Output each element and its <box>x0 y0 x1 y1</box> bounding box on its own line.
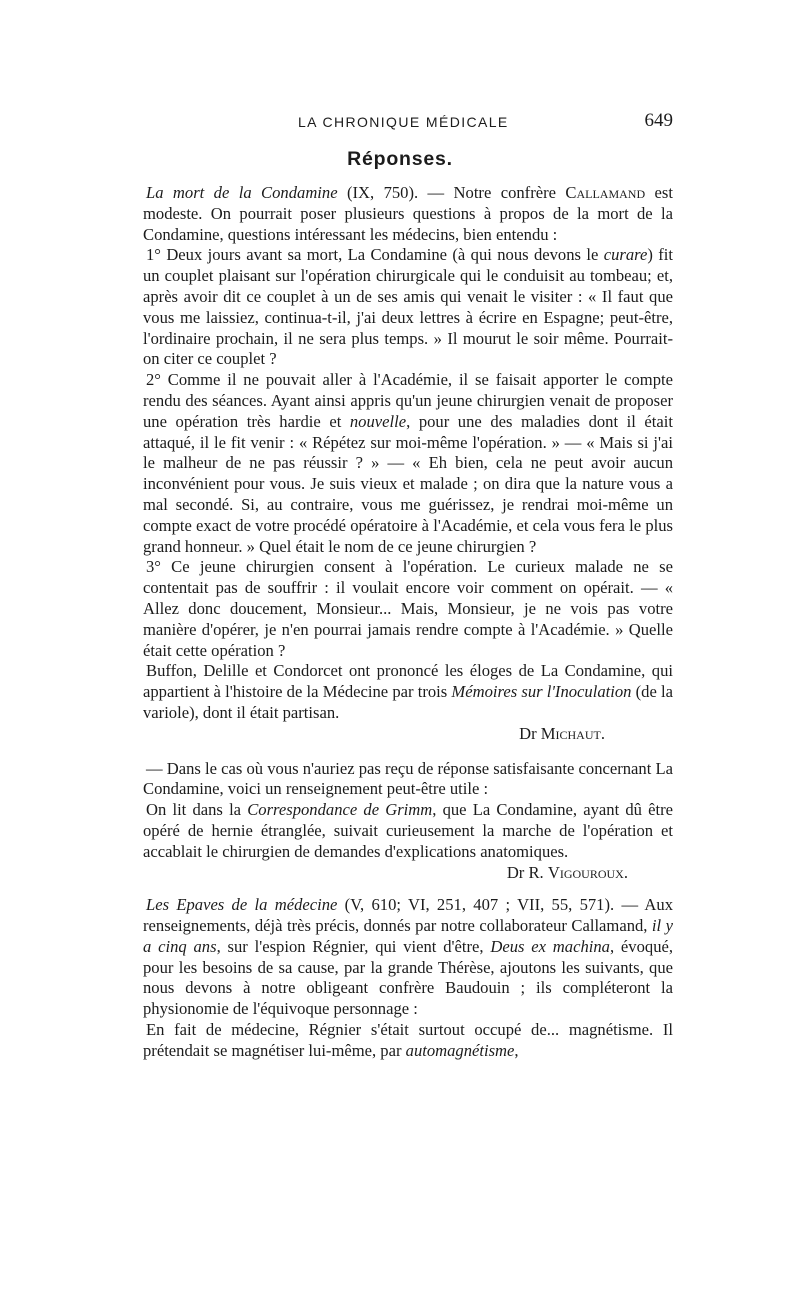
running-title: LA CHRONIQUE MÉDICALE <box>298 114 509 130</box>
article1-title: La mort de la Condamine <box>146 183 338 202</box>
section-title: Réponses. <box>347 148 453 170</box>
question-3: 3° Ce jeune chirurgien consent à l'opération. Le curieux malade ne se contentait pas de souffrir : il voulait encore voir comment on opérait. — « Allez donc doucement, Monsieur... Mais, Monsieur, je ne vois pas votre manière d'opérer, je n'en pourrai jamais rendre compte à l'Académie. » Quelle était cette opération ? <box>143 557 673 660</box>
question-2: 2° Comme il ne pouvait aller à l'Académie, il se faisait apporter le compte rendu des séances. Ayant ainsi appris qu'un jeune chirurgien venait de proposer une opération très hardie et nouvelle, pour une des maladies dont il était attaqué, il le fit venir : « Répétez sur moi-même l'opération. » — « Mais si j'ai le malheur de ne pas réussir ? » — « Eh bien, cela ne peut avoir aucun inconvénient pour vous. Je suis vieux et malade ; on dira que la nature vous a mal secondé. Si, au contraire, vous me guérissez, je rendrai moi-même un compte exact de votre procédé opératoire à l'Académie, et cela vous fera le plus grand honneur. » Quel était le nom de ce jeune chirurgien ? <box>143 370 673 556</box>
article3-body: En fait de médecine, Régnier s'était surtout occupé de... magnétisme. Il prétendait se magnétiser lui-même, par automagnétisme, <box>143 1020 673 1060</box>
spacer <box>143 883 673 895</box>
page-header <box>143 112 673 136</box>
question-1: 1° Deux jours avant sa mort, La Condamine (à qui nous devons le curare) fit un couplet plaisant sur l'opération chirurgicale qui le conduisit au tombeau; et, après avoir dit ce couplet à un de ses amis qui venait le visiter : « Il faut que vous me laissiez, continua-t-il, j'ai deux lettres à écrire en Espagne; peut-être, l'ordinaire prochain, il ne sera plus temps. » Il mourut le soir même. Pourrait-on citer ce couplet ? <box>143 245 673 369</box>
signature-michaut: Dr Michaut. <box>519 723 605 743</box>
article3-title: Les Epaves de la médecine <box>146 895 338 915</box>
spacer <box>143 745 673 759</box>
page-number: 649 <box>644 110 673 131</box>
article2-intro: — Dans le cas où vous n'auriez pas reçu de réponse satisfaisante concernant La Condamine, voici un renseignement peut-être utile : <box>143 758 673 799</box>
article-body <box>143 183 673 1062</box>
article3-intro: Les Epaves de la médecine (V, 610; VI, 251, 407 ; VII, 55, 571). — Aux renseignements, déjà très précis, donnés par notre collaborateur Callamand, il y a cinq ans, sur l'espion Régnier, qui vient d'être, Deus ex machina, évoqué, pour les besoins de sa cause, par la grande Thérèse, ajoutons les suivants, que nous devons à notre obligeant confrère Baudouin ; ils compléteront la physionomie de l'équivoque personnage : <box>143 895 674 1019</box>
article1-closing: Buffon, Delille et Condorcet ont prononcé les éloges de La Condamine, qui appartient à l'histoire de la Médecine par trois Mémoires sur l'Inoculation (de la variole), dont il était partisan. <box>143 661 673 722</box>
article2-body: On lit dans la Correspondance de Grimm, que La Condamine, ayant dû être opéré de hernie étranglée, suivait curieusement la marche de l'opération et accablait le chirurgien de demandes d'explications anatomiques. <box>143 800 673 861</box>
signature-vigouroux: Dr R. Vigouroux. <box>506 862 628 882</box>
author-callamand: Callamand <box>565 183 646 202</box>
article1-intro: La mort de la Condamine (IX, 750). — Notre confrère Callamand est modeste. On pourrait poser plusieurs questions à propos de la mort de la Condamine, questions intéressant les médecins, bien entendu : <box>143 183 673 244</box>
